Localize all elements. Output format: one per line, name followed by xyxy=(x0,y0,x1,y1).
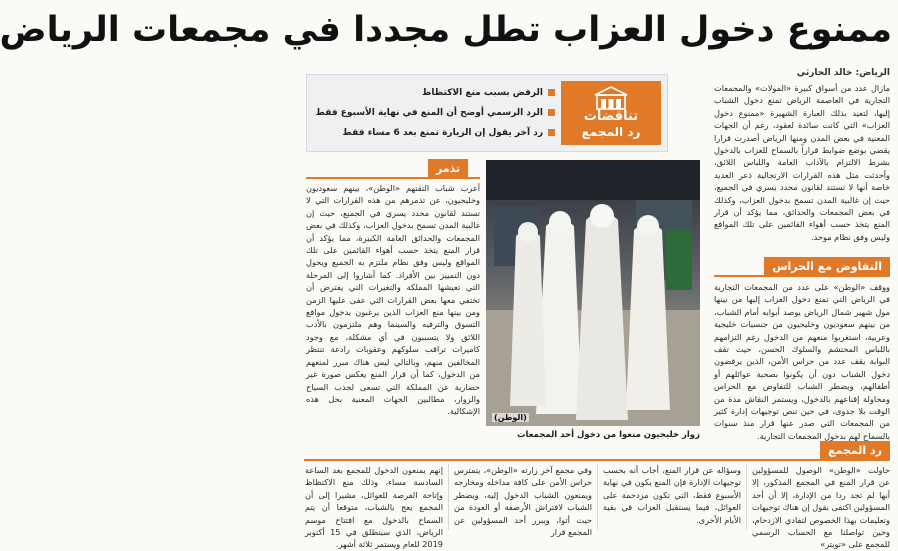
photo-illustration xyxy=(486,160,700,426)
section-rule xyxy=(304,459,890,461)
photo-credit: (الوطن) xyxy=(494,413,527,422)
reply-column: إنهم يمنعون الدخول للمجمع بعد الساعة السادسة مساء، وذلك منع الاكتظاظ وإتاحة الفرصة للعوائل، مشيرا إلى أن المجمع يعج بالشباب، متوقعا أن يتم السماح بالدخول مع افتتاح موسم الرياض، الذي سينطلق في 15 أكتوبر 2019 للعام ويستمر ثلاثة أشهر. xyxy=(305,465,443,550)
byline: الرياض: خالد الحارثي xyxy=(796,68,890,78)
column-divider xyxy=(448,464,449,530)
column-divider xyxy=(746,464,747,530)
mall-icon xyxy=(591,85,631,111)
summary-item: الرد الرسمي أوضح أن المنع في نهاية الأسبوع فقط xyxy=(311,103,555,123)
bullet-icon xyxy=(548,89,555,96)
summary-tag xyxy=(561,81,661,145)
reply-column: وسؤاله عن قرار المنع، أجاب أنه بحسب توجيهات الإدارة فإن المنع يكون في نهاية الأسبوع فقط، التي تكون مزدحمة على العوائل، فيما يستقبل العزاب في بقية الأيام الأخرى. xyxy=(603,465,741,525)
section-heading-negotiate: التفاوض مع الحراس xyxy=(764,257,890,277)
bullet-icon xyxy=(548,129,555,136)
reply-column: حاولت «الوطن» الوصول للمسؤولين عن قرار المنع في المجمع المذكور، إلا أنها لم تجد ردا من الإدارة، إلا أن أحد المسؤولين اكتفى بقول إن هناك توجيهات وتعليمات بهذا الخصوص لتفادي الازدحام، وحين تواصلنا مع الحساب الرسمي للمجمع على «تويتر» xyxy=(752,465,890,550)
reply-columns xyxy=(304,464,890,550)
photo-caption: زوار خليجيون منعوا من دخول أحد المجمعات xyxy=(517,430,700,440)
summary-item: الرفض بسبب منع الاكتظاظ xyxy=(311,83,555,103)
section-rule xyxy=(714,275,890,277)
intro-paragraph: مازال عدد من أسواق كبيرة «المولات» والمجمعات التجارية في العاصمة الرياض تمنع دخول الشباب إليها، لتعيد بذلك العبارة الشهيرة «ممنوع دخول العزاب» التي كانت سائدة لعقود، رغم أن الجهات المعنية في بعض المدن ومنها الرياض أصدرت قرارا يقضي بوضع ضوابط قراراً بالسماح للعزاب بالدخول بشرط الالتزام بالآداب العامة واللباس اللائق، وأحدثت مثل هذه القرارات الارتجالية ذعر العديد خاصة أنها لا تستند لقانون محدد يسري في الجميع، حيث إن غالبية المدن تسمح بدخول العزاب، وكذلك في بعض المجمعات والحدائق، مما يؤكد أن قرار المنع يتخذ حسب أهواء القائمين على تلك المواقع وليس وفق نظام موحد. xyxy=(714,83,890,242)
column-divider xyxy=(597,464,598,530)
section-heading-complaint: تذمر xyxy=(428,159,468,179)
article-photo xyxy=(486,160,700,426)
article-intro xyxy=(714,82,890,250)
article-negotiate xyxy=(714,281,890,441)
section-rule xyxy=(306,177,480,179)
summary-tag-subtitle: رد المجمع xyxy=(581,125,641,139)
bullet-icon xyxy=(548,109,555,116)
summary-box xyxy=(306,74,668,152)
article-complaint xyxy=(306,182,480,444)
negotiate-paragraph: ووقف «الوطن» على عدد من المجمعات التجارية في الرياض التي تمنع دخول العزاب إليها من بينها مول شهير شمال الرياض يوصد أبوابه أمام الشباب، من بينهم سعوديون وخليجيون من جنسيات خليجية وعربية، استغربوا منعهم من الدخول رغم التزامهم باللباس المحتشم والسلوك الحسن، حيث تقف البوابة يقف عدد من حراس الأمن، الذين يرفضون دخول الشباب دون أن يكونوا بصحبة عوائلهم أو أطفالهم، ويضطر الشباب للتفاوض مع الحراس ومحاولة إقناعهم بالدخول، ويستمر النقاش مدة من الوقت بلا جدوى، في حين تنص توجيهات إدارة كثير من المجمعات التي صدر عنها قرار منذ سنوات بالسماح لهم بدخول المجمعات التجارية. xyxy=(714,282,890,441)
summary-list xyxy=(311,83,555,143)
complaint-paragraph: أعرب شباب التقتهم «الوطن»، بينهم سعوديون وخليجيون، عن تذمرهم من هذه القرارات التي لا تستند لقانون محدد يسري في الجميع، حيث إن غالبية المدن تسمح بدخول العزاب، وكذلك في بعض المجمعات والحدائق العامة الكبيرة، مما يؤكد أن قرار المنع يتخذ حسب أهواء القائمين على تلك المواقع وليس وفق نظام ملتزم به الجميع ويحول دون التمييز بين الأفراد. كما أشاروا إلى المرحلة التي تعيشها المملكة والتغيرات التي يفترض أن تختفي معها بعض القرارات التي عفى عليها الزمن ومن بينها منع العزاب الذين يرغبون بدخول مواقع التسوق والترفيه والسينما وهم ملتزمون بالأدب اللائق ولا يتسببون في أي مشكلة، مع وجود كاميرات تراقب سلوكهم وعقوبات رادعة تنتظر المخالفين منهم، وبالتالي ليس هناك مبرر لمنعهم من الدخول، كما أن قرار المنع يعكس صورة غير حضارية عن المملكة التي تسعى لجذب السياح والزوار، مطالبين الجهات المعنية بحل هذه الإشكالية. xyxy=(306,183,480,417)
summary-item: رد آخر يقول إن الزيارة تمنع بعد 6 مساء فقط xyxy=(311,123,555,143)
reply-column: وفي مجمع آخر زارته «الوطن»، يتمترس حراس الأمن على كافة مداخله ومخارجه ويمنعون الشباب الدخول إليه، ويضطر الشباب لافتراش الأرصفة أو العودة من حيث أتوا، ويبرر أحد المسؤولين عن المجمع قرار xyxy=(454,465,592,538)
section-heading-reply: رد المجمع xyxy=(820,441,890,461)
summary-tag-title: تناقضات xyxy=(583,109,639,124)
headline: ممنوع دخول العزاب تطل مجددا في مجمعات الرياض xyxy=(0,10,892,50)
